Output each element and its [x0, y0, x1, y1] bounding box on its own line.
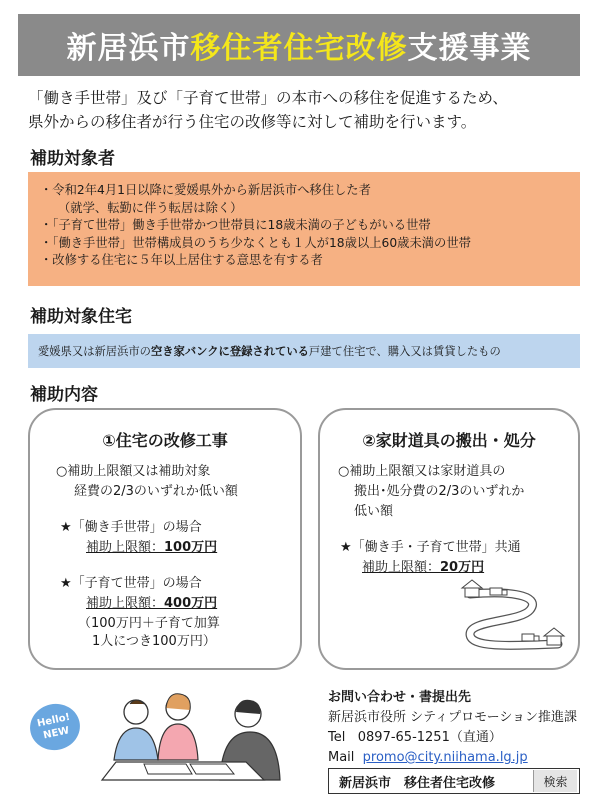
child-household-label: ★「子育て世帯」の場合	[60, 576, 202, 591]
child-limit	[86, 594, 217, 614]
child-limit-value: 400万円	[164, 596, 218, 611]
child-limit-label: 補助上限額：	[86, 596, 165, 611]
person-woman-icon	[158, 694, 198, 760]
disposal-card	[318, 408, 580, 670]
moving-road-illustration	[460, 576, 570, 656]
target-item: ・令和2年4月1日以降に愛媛県外から新居浜市へ移住した者	[40, 183, 371, 197]
search-box[interactable]	[328, 768, 580, 794]
mail-link[interactable]: promo@city.niihama.lg.jp	[362, 750, 528, 765]
search-button[interactable]: 検索	[533, 770, 577, 792]
common-limit	[362, 558, 484, 578]
badge-line-2: NEW	[42, 725, 71, 742]
worker-limit	[86, 538, 217, 558]
disposal-line-2: 搬出･処分費の2/3のいずれか	[354, 484, 525, 499]
disposal-line-3: 低い額	[354, 504, 394, 519]
target-item-note: （就学、転勤に伴う転居は除く）	[58, 200, 243, 215]
intro-line-1: 「働き手世帯」及び「子育て世帯」の本市への移住を促進するため、	[28, 89, 508, 107]
intro-text	[28, 86, 578, 134]
common-limit-value: 20万円	[440, 560, 485, 575]
truck-icon-2	[522, 634, 539, 641]
contact-mail-row	[328, 748, 588, 768]
title-part2: 支援事業	[407, 31, 532, 66]
contact-office: 新居浜市役所 シティプロモーション推進課	[328, 710, 578, 725]
tel-label: Tel	[328, 730, 346, 745]
target-item: ・「働き手世帯」世帯構成員のうち少なくとも１人が18歳以上60歳未満の世帯	[40, 235, 471, 250]
disposal-card-title: ②家財道具の搬出・処分	[362, 431, 536, 450]
targets-box	[28, 172, 580, 286]
house-icon-2	[544, 628, 564, 645]
worker-limit-label: 補助上限額：	[86, 540, 165, 555]
consultation-illustration	[96, 684, 318, 796]
renovation-card-title: ①住宅の改修工事	[102, 431, 228, 450]
tel-number: 0897-65-1251（直通）	[357, 730, 502, 745]
worker-household-label: ★「働き手世帯」の場合	[60, 520, 202, 535]
renovation-line-2: 経費の2/3のいずれか低い額	[74, 484, 238, 499]
badge-line-1: Hello!	[36, 711, 72, 730]
common-household-label: ★「働き手・子育て世帯」共通	[340, 540, 521, 555]
contact-tel-row	[328, 728, 588, 748]
worker-limit-value: 100万円	[164, 540, 218, 555]
housing-heading: 補助対象住宅	[30, 307, 132, 327]
housing-text-before: 愛媛県又は新居浜市の	[38, 345, 151, 358]
house-icon	[462, 580, 482, 597]
desk-with-papers	[102, 762, 264, 780]
housing-text-after: 戸建て住宅で、購入又は賃貸したもの	[308, 345, 501, 358]
targets-heading: 補助対象者	[30, 149, 115, 169]
common-limit-label: 補助上限額：	[362, 560, 441, 575]
page-title	[18, 14, 580, 76]
child-note-1: （100万円＋子育て加算	[78, 616, 220, 631]
contact-heading: お問い合わせ・書提出先	[328, 690, 472, 705]
intro-line-2: 県外からの移住者が行う住宅の改修等に対して補助を行います。	[28, 113, 477, 131]
renovation-line-1: ○補助上限額又は補助対象	[56, 464, 211, 479]
renovation-card	[28, 408, 302, 670]
search-keyword[interactable]: 新居浜市 移住者住宅改修	[339, 775, 496, 791]
housing-box	[28, 334, 580, 368]
mail-label: Mail	[328, 750, 355, 765]
title-highlight: 移住者住宅改修	[190, 31, 408, 66]
target-item: ・改修する住宅に５年以上居住する意思を有する者	[40, 253, 323, 267]
title-part1: 新居浜市	[66, 31, 191, 66]
child-note-2: 1人につき100万円）	[92, 634, 216, 649]
person-man-icon	[114, 700, 158, 760]
hello-new-badge	[26, 699, 84, 754]
target-item: ・「子育て世帯」働き手世帯かつ世帯員に18歳未満の子どもがいる世帯	[40, 218, 431, 232]
contact-block	[328, 688, 588, 768]
disposal-line-1: ○補助上限額又は家財道具の	[338, 464, 506, 479]
housing-text-bold: 空き家バンクに登録されている	[150, 345, 309, 358]
content-heading: 補助内容	[30, 385, 98, 405]
